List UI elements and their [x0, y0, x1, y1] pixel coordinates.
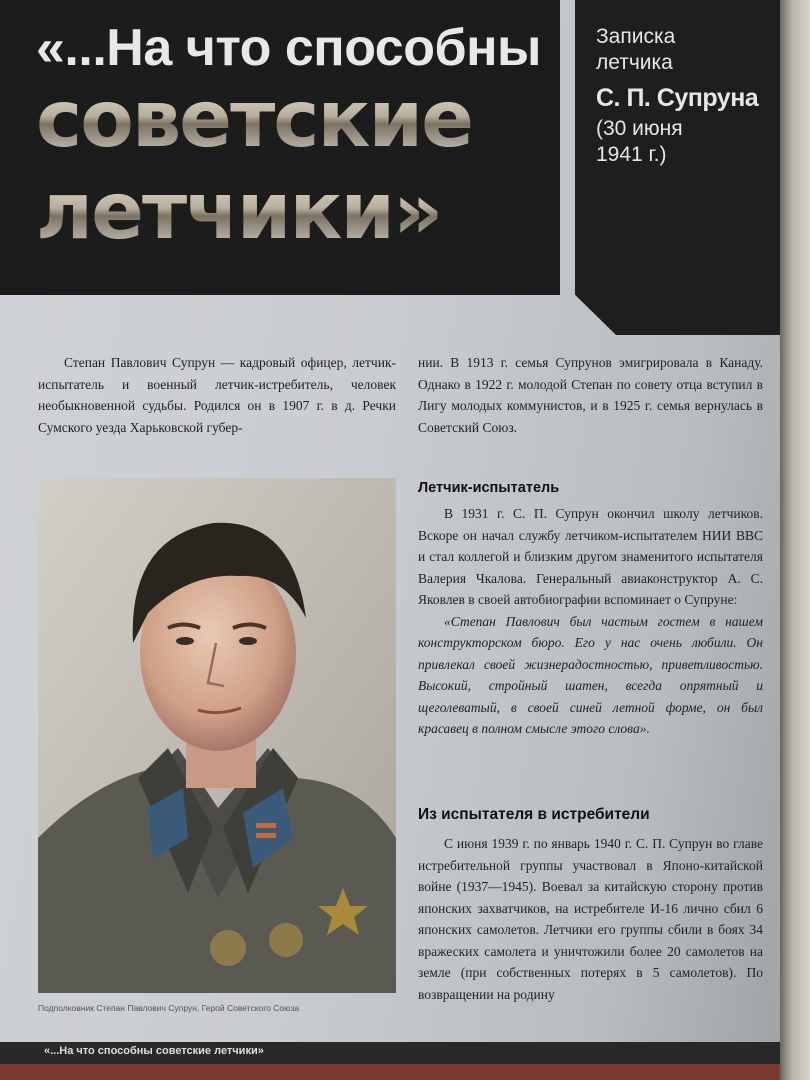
- title-banner: [0, 0, 560, 295]
- section-to-fighters-paragraph: С июня 1939 г. по январь 1940 г. С. П. Супрун во главе истребительной группы участвовал в Японо-китайской войне (1937—1945). Воевал за китайскую сторону против японских захватчиков, на истребителе И-16 лично сбил 6 японских самолетов. Летчики его группы сбили в боях 34 вражеских самолета и уничтожили более 20 самолетов на земле (при собственных потерях в 5 самолетов). По возвращении на родину: [418, 836, 763, 1002]
- note-label-2: летчика: [596, 51, 673, 74]
- note-label-1: Записка: [596, 25, 676, 48]
- portrait-photo: [38, 478, 396, 993]
- note-author-name: С. П. Супруна: [596, 84, 759, 112]
- section-heading-to-fighters: Из испытателя в истребители: [418, 806, 650, 823]
- intro-paragraph-right: нии. В 1913 г. семья Супрунов эмигрировала в Канаду. Однако в 1922 г. молодой Степан по совету отца вступил в Лигу молодых коммунистов, и в 1925 г. семья вернулась в Советский Союз.: [418, 355, 763, 435]
- intro-left-column: [38, 352, 396, 438]
- note-date-1: (30 июня: [596, 117, 683, 140]
- section-test-pilot-body: [418, 503, 763, 740]
- book-spine-edge: [780, 0, 810, 1080]
- running-title: «...На что способны советские летчики»: [44, 1045, 264, 1057]
- note-date-2: 1941 г.): [596, 143, 667, 166]
- yakovlev-quote: «Степан Павлович был частым гостем в нашем конструкторском бюро. Его у нас очень любили. Он привлекал своей жизнерадостностью, приветливостью. Высокий, стройный шатен, всегда опрятный и щеголеватый, в своей синей летной форме, он был красавец в полном смысле этого слова».: [418, 613, 763, 736]
- intro-paragraph-left: Степан Павлович Супрун — кадровый офицер, летчик-испытатель и военный летчик-истребитель, человек необыкновенной судьбы. Родился он в 1907 г. в д. Речки Сумского уезда Харьковской губер-: [38, 355, 396, 435]
- section-to-fighters-body: [418, 833, 763, 1005]
- bottom-color-strip: [0, 1064, 780, 1080]
- section-test-pilot-paragraph: В 1931 г. С. П. Супрун окончил школу летчиков. Вскоре он начал службу летчиком-испытателем НИИ ВВС и стал коллегой и близким другом знаменитого испытателя Валерия Чкалова. Генеральный авиаконструктор А. С. Яковлев в своей автобиографии вспоминает о Супруне:: [418, 506, 763, 607]
- title-line-1: «...На что способны: [36, 19, 541, 77]
- section-heading-test-pilot: Летчик-испытатель: [418, 480, 560, 496]
- photo-caption: Подполковник Степан Павлович Супрун, Герой Советского Союза: [38, 1003, 300, 1013]
- title-line-3: летчики»: [36, 167, 442, 257]
- note-info: [596, 24, 766, 168]
- portrait-illustration: [38, 478, 396, 993]
- title-line-2: советские: [36, 75, 473, 165]
- intro-right-column: [418, 352, 763, 438]
